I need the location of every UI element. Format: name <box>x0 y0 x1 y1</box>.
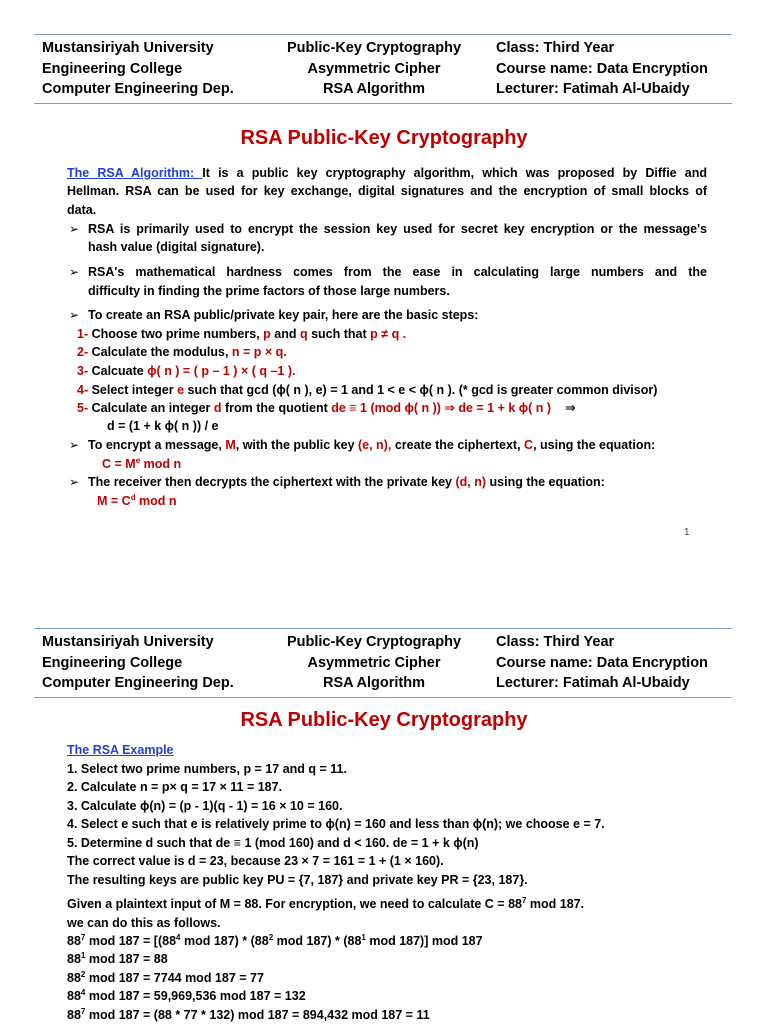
bullet-1-line-1: RSA is primarily used to encrypt the session key used for secret key encryption or the message's <box>88 222 707 236</box>
exponent: 7 <box>521 895 527 905</box>
calc-text: mod 187 = [(88 <box>85 934 177 948</box>
calc-text: 88 <box>67 934 81 948</box>
bullet-text: create the ciphertext, <box>391 438 525 452</box>
calc-line-4 <box>67 987 306 1005</box>
header-cipher-type: Asymmetric Cipher <box>307 654 441 671</box>
example-line-6: The correct value is d = 23, because 23 × 7 = 161 = 1 + (1 × 160). <box>67 854 444 868</box>
example-line-3: 3. Calculate ϕ(n) = (p - 1)(q - 1) = 16 × 10 = 160. <box>67 799 343 813</box>
exponent: 2 <box>268 932 274 942</box>
example-line-4: 4. Select e such that e is relatively prime to ϕ(n) = 160 and less than ϕ(n); we choose e = 7. <box>67 817 605 831</box>
intro-line-1 <box>67 164 707 182</box>
step-5-line-2: d = (1 + k ϕ( n )) / e <box>107 419 219 433</box>
step-condition: p ≠ q . <box>370 327 407 341</box>
header-algorithm: RSA Algorithm <box>322 81 426 97</box>
example-line-7: The resulting keys are public key PU = {7, 187} and private key PR = {23, 187}. <box>67 873 528 887</box>
var-e: e <box>177 383 185 397</box>
step-text: Calculate the modulus, <box>88 345 232 359</box>
calc-line-1 <box>67 932 483 950</box>
step-number: 2- <box>77 345 89 359</box>
step-text: such that gcd (ϕ( n ), e) = 1 and 1 < e < ϕ( n ). (* gcd is greater common divisor) <box>184 383 658 397</box>
step-number: 1- <box>77 327 89 341</box>
bullet-arrow-icon: ➢ <box>69 308 80 322</box>
plaintext-line-2: we can do this as follows. <box>67 916 221 930</box>
var-m: M <box>225 438 236 452</box>
step-text: Choose two prime numbers, <box>88 327 264 341</box>
intro-line-3: data. <box>67 203 97 217</box>
step-text: such that <box>307 327 371 341</box>
header-college: Engineering College <box>42 654 183 671</box>
equation-exponent: e <box>135 455 141 465</box>
header-course-name: Course name: Data Encryption <box>496 60 708 77</box>
example-line-2: 2. Calculate n = p× q = 17 × 11 = 187. <box>67 780 283 794</box>
calc-text: mod 187 = 88 <box>85 952 168 966</box>
step-text: and <box>270 327 300 341</box>
bullet-5 <box>88 473 605 491</box>
calc-text: 88 <box>67 989 81 1003</box>
step-5 <box>77 399 576 417</box>
header-subject: Public-Key Cryptography <box>286 40 462 56</box>
header-algorithm: RSA Algorithm <box>322 675 426 691</box>
calc-line-3 <box>67 969 264 987</box>
header-topic <box>274 632 474 694</box>
step-number: 3- <box>77 364 89 378</box>
intro-text-1: It is a public key cryptography algorithm, which was proposed by Diffie and <box>202 166 707 180</box>
step-text: Select integer <box>88 383 178 397</box>
header-topic <box>274 38 474 100</box>
step-number: 4- <box>77 383 89 397</box>
exponent: 7 <box>80 1006 86 1016</box>
implies-arrow: ⇒ <box>565 401 576 415</box>
calc-text: mod 187) * (88 <box>180 934 269 948</box>
step-4 <box>77 381 657 399</box>
bullet-3: To create an RSA public/private key pair, here are the basic steps: <box>88 308 479 322</box>
bullet-text: The receiver then decrypts the ciphertext with the private key <box>88 475 456 489</box>
private-key: (d, n) <box>455 475 487 489</box>
header-lecturer: Lecturer: Fatimah Al-Ubaidy <box>496 675 690 691</box>
example-line-1: 1. Select two prime numbers, p = 17 and q = 11. <box>67 762 347 776</box>
step-number: 5- <box>77 401 89 415</box>
bullet-arrow-icon: ➢ <box>69 475 80 489</box>
exponent: 7 <box>80 932 86 942</box>
step-2 <box>77 343 287 361</box>
header-department: Computer Engineering Dep. <box>42 81 234 97</box>
bullet-arrow-icon: ➢ <box>69 438 80 452</box>
equation-part: M = C <box>97 494 131 508</box>
step-equation: de ≡ 1 (mod ϕ( n )) ⇒ de = 1 + k ϕ( n ) <box>331 401 552 415</box>
page-title: RSA Public-Key Cryptography <box>240 127 528 149</box>
document-page-2 <box>0 600 768 1024</box>
header-department: Computer Engineering Dep. <box>42 675 234 691</box>
header-institution <box>42 632 234 694</box>
calc-text: mod 187 = (88 * 77 * 132) mod 187 = 894,432 mod 187 = 11 <box>85 1008 430 1022</box>
encryption-equation <box>102 455 181 473</box>
header-course-name: Course name: Data Encryption <box>496 654 708 671</box>
header-class: Class: Third Year <box>496 634 615 650</box>
bullet-text: To encrypt a message, <box>88 438 226 452</box>
bullet-text: , with the public key <box>235 438 358 452</box>
var-c: C <box>524 438 534 452</box>
header-course <box>496 38 708 100</box>
calc-line-5 <box>67 1006 430 1024</box>
exponent: 4 <box>176 932 181 942</box>
header-university: Mustansiriyah University <box>42 634 214 650</box>
plaintext-line-1 <box>67 895 584 913</box>
plaintext-text: Given a plaintext input of M = 88. For encryption, we need to calculate C = 88 <box>67 897 522 911</box>
intro-line-2: Hellman. RSA can be used for key exchange, digital signatures and the encryption of small blocks of <box>67 184 707 198</box>
header-course <box>496 632 708 694</box>
calc-text: mod 187 = 7744 mod 187 = 77 <box>85 971 264 985</box>
calc-text: mod 187)] mod 187 <box>365 934 483 948</box>
exponent: 4 <box>80 987 86 997</box>
header-lecturer: Lecturer: Fatimah Al-Ubaidy <box>496 81 690 97</box>
step-3 <box>77 362 295 380</box>
header-college: Engineering College <box>42 60 183 77</box>
step-1 <box>77 325 406 343</box>
bullet-arrow-icon: ➢ <box>69 222 80 236</box>
calc-text: mod 187) * (88 <box>273 934 362 948</box>
public-key: (e, n), <box>358 438 392 452</box>
bullet-text: using the equation: <box>486 475 605 489</box>
bullet-1-line-2: hash value (digital signature). <box>88 240 265 254</box>
page-title: RSA Public-Key Cryptography <box>240 709 528 731</box>
example-label-link[interactable]: The RSA Example <box>67 743 174 757</box>
header-institution <box>42 38 234 100</box>
exponent: 1 <box>361 932 366 942</box>
var-p: p <box>263 327 271 341</box>
calc-text: 88 <box>67 971 81 985</box>
calc-text: mod 187 = 59,969,536 mod 187 = 132 <box>85 989 306 1003</box>
plaintext-text: mod 187. <box>526 897 585 911</box>
exponent: 1 <box>80 950 86 960</box>
equation-part: mod n <box>135 494 177 508</box>
equation-part: mod n <box>140 457 182 471</box>
step-text: Calculate an integer <box>88 401 214 415</box>
header-university: Mustansiriyah University <box>42 40 214 56</box>
example-line-5: 5. Determine d such that de ≡ 1 (mod 160) and d < 160. de = 1 + k ϕ(n) <box>67 836 479 850</box>
equation-exponent: d <box>130 492 136 502</box>
calc-text: 88 <box>67 952 81 966</box>
page-header <box>34 34 732 104</box>
header-cipher-type: Asymmetric Cipher <box>307 60 441 77</box>
bullet-2-line-1: RSA's mathematical hardness comes from the ease in calculating large numbers and the <box>88 265 707 279</box>
decryption-equation <box>97 492 177 510</box>
page-number: 1 <box>684 527 690 538</box>
bullet-4 <box>88 436 655 454</box>
bullet-arrow-icon: ➢ <box>69 265 80 279</box>
page-header <box>34 628 732 698</box>
step-text: from the quotient <box>221 401 332 415</box>
bullet-text: , using the equation: <box>533 438 656 452</box>
equation-part: C = M <box>102 457 136 471</box>
bullet-2-line-2: difficulty in finding the prime factors of those large numbers. <box>88 284 450 298</box>
header-class: Class: Third Year <box>496 40 615 56</box>
calc-text: 88 <box>67 1008 81 1022</box>
calc-line-2 <box>67 950 168 968</box>
step-text: Calcuate <box>88 364 148 378</box>
step-equation: n = p × q. <box>231 345 287 359</box>
var-d: d <box>213 401 222 415</box>
header-subject: Public-Key Cryptography <box>286 634 462 650</box>
exponent: 2 <box>80 969 86 979</box>
var-q: q <box>299 327 308 341</box>
step-equation: ϕ( n ) = ( p – 1 ) × ( q –1 ). <box>147 364 296 378</box>
intro-label-link[interactable]: The RSA Algorithm: <box>67 166 203 180</box>
